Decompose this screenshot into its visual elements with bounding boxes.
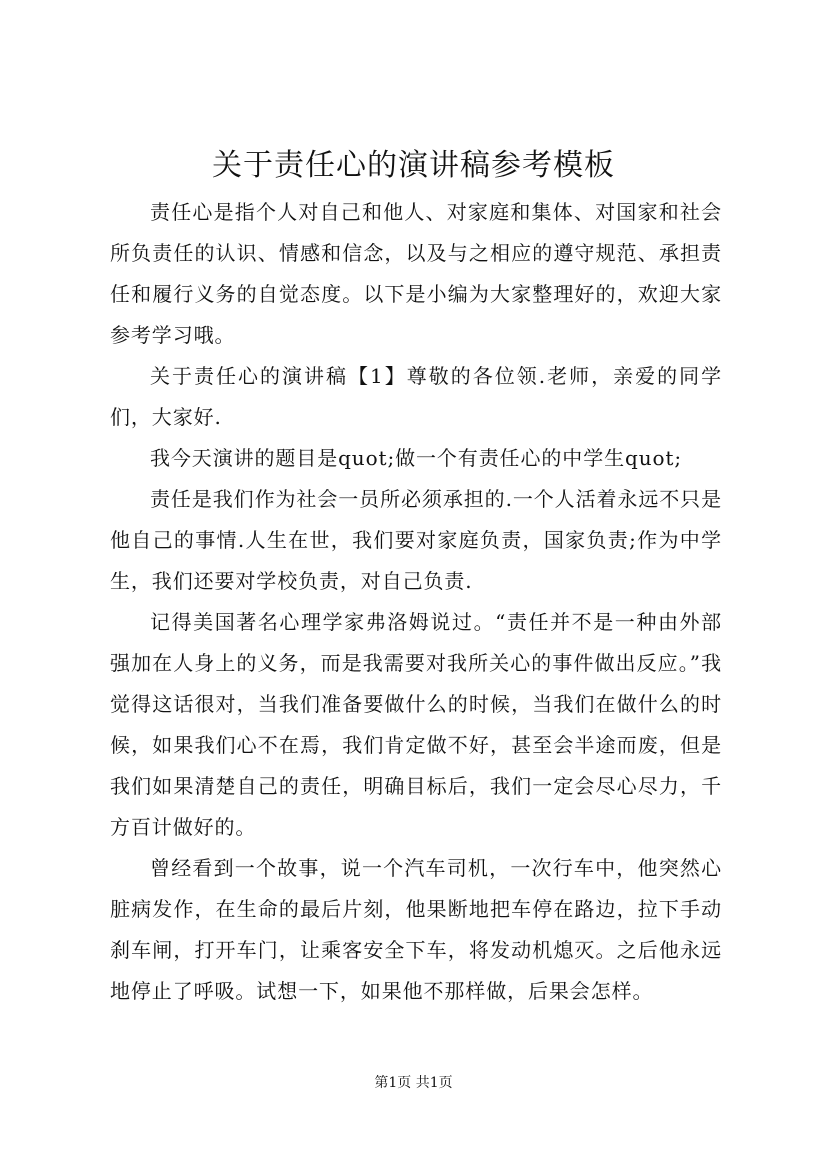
paragraph: 记得美国著名心理学家弗洛姆说过。“责任并不是一种由外部强加在人身上的义务，而是我需要对我所关心的事件做出反应。”我觉得这话很对，当我们准备要做什么的时候，当我们在做什么的时候，如果我们心不在焉，我们肯定做不好，甚至会半途而废，但是我们如果清楚自己的责任，明确目标后，我们一定会尽心尽力，千方百计做好的。 bbox=[110, 610, 722, 839]
paragraph: 责任是我们作为社会一员所必须承担的.一个人活着永远不只是他自己的事情.人生在世，我们要对家庭负责，国家负责;作为中学生，我们还要对学校负责，对自己负责. bbox=[110, 487, 722, 593]
document-title: 关于责任心的演讲稿参考模板 bbox=[212, 148, 615, 183]
paragraph: 关于责任心的演讲稿【1】尊敬的各位领.老师，亲爱的同学们，大家好. bbox=[110, 364, 722, 429]
document-body bbox=[110, 192, 722, 1012]
paragraph: 曾经看到一个故事，说一个汽车司机，一次行车中，他突然心脏病发作，在生命的最后片刻，他果断地把车停在路边，拉下手动刹车闸，打开车门，让乘客安全下车，将发动机熄灭。之后他永远地停止了呼吸。试想一下，如果他不那样做，后果会怎样。 bbox=[110, 856, 722, 1003]
paragraph: 责任心是指个人对自己和他人、对家庭和集体、对国家和社会所负责任的认识、情感和信念，以及与之相应的遵守规范、承担责任和履行义务的自觉态度。以下是小编为大家整理好的，欢迎大家参考学习哦。 bbox=[110, 200, 722, 347]
paragraph: 我今天演讲的题目是quot;做一个有责任心的中学生quot; bbox=[150, 446, 682, 470]
page-footer: 第1页 共1页 bbox=[374, 1075, 453, 1091]
